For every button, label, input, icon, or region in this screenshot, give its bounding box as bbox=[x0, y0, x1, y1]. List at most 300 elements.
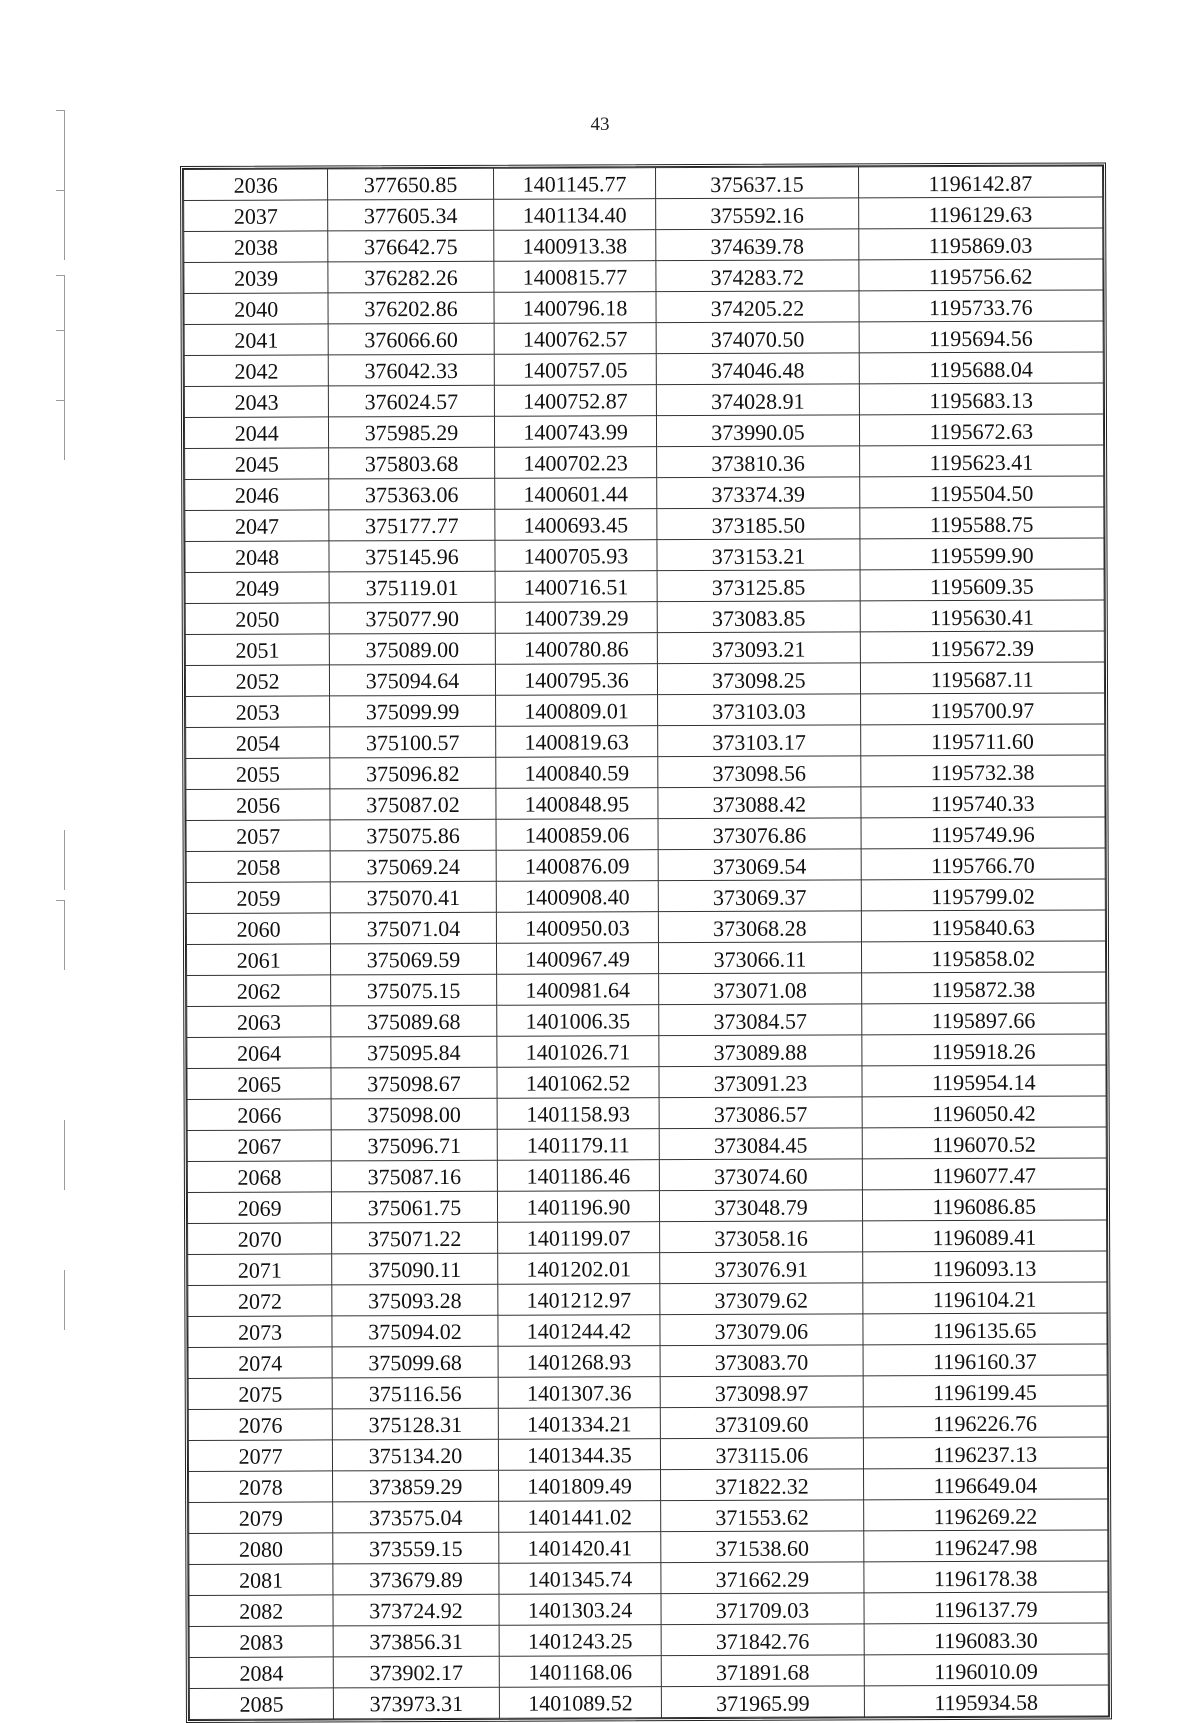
coordinate-cell: 377605.34 bbox=[328, 199, 494, 231]
coordinate-cell: 371891.68 bbox=[662, 1655, 864, 1687]
coordinate-cell: 374070.50 bbox=[656, 322, 858, 354]
coordinate-cell: 1400702.23 bbox=[494, 447, 657, 479]
coordinate-cell: 1400809.01 bbox=[495, 695, 658, 727]
coordinate-cell: 375116.56 bbox=[332, 1377, 498, 1409]
coordinate-cell: 1195688.04 bbox=[859, 352, 1104, 384]
coordinate-cell: 1195740.33 bbox=[860, 786, 1105, 818]
coordinate-cell: 373679.89 bbox=[333, 1563, 499, 1595]
coordinate-cell: 1195840.63 bbox=[861, 910, 1106, 942]
coordinate-cell: 373091.23 bbox=[659, 1066, 861, 1098]
point-number-cell: 2057 bbox=[186, 820, 330, 852]
coordinate-cell: 375145.96 bbox=[329, 540, 495, 572]
coordinate-cell: 1195766.70 bbox=[861, 848, 1106, 880]
coordinate-cell: 1400840.59 bbox=[495, 757, 658, 789]
table-row bbox=[187, 1127, 1106, 1162]
table-row bbox=[184, 166, 1103, 201]
point-number-cell: 2085 bbox=[189, 1688, 333, 1720]
table-row bbox=[189, 1468, 1108, 1503]
table-row bbox=[185, 662, 1104, 697]
coordinate-cell: 1401158.93 bbox=[497, 1098, 660, 1130]
point-number-cell: 2055 bbox=[186, 758, 330, 790]
coordinate-cell: 373559.15 bbox=[333, 1532, 499, 1564]
coordinate-cell: 1400693.45 bbox=[495, 509, 658, 541]
coordinate-cell: 1400950.03 bbox=[496, 912, 659, 944]
table-row bbox=[187, 972, 1106, 1007]
coordinate-cell: 373185.50 bbox=[657, 508, 859, 540]
table-row bbox=[185, 569, 1104, 604]
point-number-cell: 2074 bbox=[188, 1347, 332, 1379]
coordinate-cell: 1400743.99 bbox=[494, 416, 657, 448]
point-number-cell: 2072 bbox=[188, 1285, 332, 1317]
coordinate-cell: 373083.70 bbox=[660, 1345, 862, 1377]
point-number-cell: 2037 bbox=[184, 200, 328, 232]
coordinate-cell: 373066.11 bbox=[659, 942, 861, 974]
coordinate-cell: 375069.24 bbox=[330, 850, 496, 882]
point-number-cell: 2052 bbox=[185, 665, 329, 697]
table-row bbox=[184, 352, 1103, 387]
coordinate-cell: 1401243.25 bbox=[499, 1625, 662, 1657]
point-number-cell: 2083 bbox=[189, 1626, 333, 1658]
coordinate-cell: 1400739.29 bbox=[495, 602, 658, 634]
coordinate-cell: 1195630.41 bbox=[860, 600, 1105, 632]
point-number-cell: 2080 bbox=[189, 1533, 333, 1565]
coordinate-cell: 1401212.97 bbox=[497, 1284, 660, 1316]
page-number: 43 bbox=[590, 114, 610, 135]
table-row bbox=[185, 476, 1104, 511]
coordinate-cell: 375096.82 bbox=[330, 757, 496, 789]
point-number-cell: 2064 bbox=[187, 1037, 331, 1069]
point-number-cell: 2047 bbox=[185, 510, 329, 542]
coordinate-cell: 1401134.40 bbox=[493, 199, 656, 231]
point-number-cell: 2075 bbox=[188, 1378, 332, 1410]
coordinate-cell: 1196086.85 bbox=[862, 1189, 1107, 1221]
point-number-cell: 2049 bbox=[185, 572, 329, 604]
coordinate-cell: 373069.54 bbox=[658, 849, 860, 881]
coordinate-cell: 376066.60 bbox=[328, 323, 494, 355]
coordinate-cell: 376642.75 bbox=[328, 230, 494, 262]
point-number-cell: 2082 bbox=[189, 1595, 333, 1627]
coordinate-cell: 1196050.42 bbox=[862, 1096, 1107, 1128]
coordinate-cell: 375070.41 bbox=[331, 881, 497, 913]
coordinate-cell: 1195954.14 bbox=[861, 1065, 1106, 1097]
coordinate-cell: 371538.60 bbox=[661, 1531, 863, 1563]
coordinate-cell: 1400815.77 bbox=[494, 261, 657, 293]
coordinate-cell: 1196247.98 bbox=[863, 1530, 1108, 1562]
coordinate-cell: 1400876.09 bbox=[496, 850, 659, 882]
coordinate-cell: 1195858.02 bbox=[861, 941, 1106, 973]
coordinate-cell: 375119.01 bbox=[329, 571, 495, 603]
table-row bbox=[189, 1623, 1108, 1658]
coordinate-cell: 373125.85 bbox=[657, 570, 859, 602]
point-number-cell: 2041 bbox=[184, 324, 328, 356]
point-number-cell: 2046 bbox=[185, 479, 329, 511]
coordinate-cell: 373575.04 bbox=[333, 1501, 499, 1533]
point-number-cell: 2059 bbox=[186, 882, 330, 914]
coordinate-cell: 1195672.63 bbox=[859, 414, 1104, 446]
coordinate-cell: 1400848.95 bbox=[496, 788, 659, 820]
coordinate-cell: 1195700.97 bbox=[860, 693, 1105, 725]
coordinate-cell: 1400795.36 bbox=[495, 664, 658, 696]
coordinate-cell: 375075.15 bbox=[331, 974, 497, 1006]
coordinate-cell: 376024.57 bbox=[329, 385, 495, 417]
table-row bbox=[188, 1251, 1107, 1286]
coordinate-cell: 1195599.90 bbox=[859, 538, 1104, 570]
coordinate-cell: 375099.99 bbox=[330, 695, 496, 727]
coordinate-cell: 1196129.63 bbox=[858, 197, 1103, 229]
coordinate-cell: 373103.03 bbox=[658, 694, 860, 726]
point-number-cell: 2067 bbox=[187, 1130, 331, 1162]
coordinate-cell: 1196135.65 bbox=[862, 1313, 1107, 1345]
table-row bbox=[189, 1499, 1108, 1534]
coordinate-cell: 1195623.41 bbox=[859, 445, 1104, 477]
table-row bbox=[189, 1654, 1108, 1689]
table-row bbox=[186, 848, 1105, 883]
coordinate-cell: 1196237.13 bbox=[863, 1437, 1108, 1469]
coordinate-cell: 373058.16 bbox=[660, 1221, 862, 1253]
coordinate-cell: 375071.04 bbox=[331, 912, 497, 944]
table-row bbox=[185, 600, 1104, 635]
coordinate-cell: 373071.08 bbox=[659, 973, 861, 1005]
coordinate-cell: 375985.29 bbox=[329, 416, 495, 448]
coordinate-cell: 1195504.50 bbox=[859, 476, 1104, 508]
coordinate-cell: 1400981.64 bbox=[496, 974, 659, 1006]
coordinate-cell: 374639.78 bbox=[656, 229, 858, 261]
coordinate-cell: 373079.62 bbox=[660, 1283, 862, 1315]
table-row bbox=[186, 755, 1105, 790]
coordinate-cell: 373973.31 bbox=[334, 1687, 500, 1719]
coordinate-cell: 375087.02 bbox=[330, 788, 496, 820]
coordinate-cell: 1196649.04 bbox=[863, 1468, 1108, 1500]
coordinate-cell: 1195918.26 bbox=[861, 1034, 1106, 1066]
coordinate-cell: 371822.32 bbox=[661, 1469, 863, 1501]
coordinate-table bbox=[180, 162, 1112, 1723]
coordinate-cell: 1195687.11 bbox=[860, 662, 1105, 694]
coordinate-cell: 373069.37 bbox=[659, 880, 861, 912]
coordinate-cell: 375090.11 bbox=[332, 1253, 498, 1285]
point-number-cell: 2061 bbox=[186, 944, 330, 976]
coordinate-cell: 1195683.13 bbox=[859, 383, 1104, 415]
table-row bbox=[189, 1592, 1108, 1627]
coordinate-cell: 1195711.60 bbox=[860, 724, 1105, 756]
coordinate-cell: 1196142.87 bbox=[858, 166, 1103, 198]
coordinate-cell: 373098.97 bbox=[660, 1376, 862, 1408]
coordinate-cell: 375363.06 bbox=[329, 478, 495, 510]
table-row bbox=[188, 1406, 1107, 1441]
coordinate-cell: 375096.71 bbox=[331, 1129, 497, 1161]
coordinate-cell: 375592.16 bbox=[656, 198, 858, 230]
coordinate-cell: 375089.00 bbox=[330, 633, 496, 665]
coordinate-cell: 1195749.96 bbox=[861, 817, 1106, 849]
table-row bbox=[186, 941, 1105, 976]
coordinate-cell: 1401006.35 bbox=[496, 1005, 659, 1037]
coordinate-cell: 373859.29 bbox=[333, 1470, 499, 1502]
point-number-cell: 2077 bbox=[188, 1440, 332, 1472]
coordinate-cell: 1196070.52 bbox=[862, 1127, 1107, 1159]
point-number-cell: 2066 bbox=[187, 1099, 331, 1131]
coordinate-cell: 371965.99 bbox=[662, 1686, 864, 1718]
coordinate-cell: 1401345.74 bbox=[499, 1563, 662, 1595]
coordinate-cell: 373076.86 bbox=[658, 818, 860, 850]
point-number-cell: 2060 bbox=[186, 913, 330, 945]
point-number-cell: 2054 bbox=[186, 727, 330, 759]
coordinate-cell: 375637.15 bbox=[656, 167, 858, 199]
coordinate-cell: 375075.86 bbox=[330, 819, 496, 851]
coordinate-cell: 373086.57 bbox=[659, 1097, 861, 1129]
coordinate-cell: 375077.90 bbox=[329, 602, 495, 634]
coordinate-cell: 1196137.79 bbox=[863, 1592, 1108, 1624]
coordinate-cell: 375094.64 bbox=[330, 664, 496, 696]
coordinate-cell: 377650.85 bbox=[328, 168, 494, 200]
coordinate-cell: 1400908.40 bbox=[496, 881, 659, 913]
coordinate-cell: 375061.75 bbox=[332, 1191, 498, 1223]
coordinate-cell: 373153.21 bbox=[657, 539, 859, 571]
coordinate-cell: 1195609.35 bbox=[860, 569, 1105, 601]
coordinate-cell: 1401307.36 bbox=[498, 1377, 661, 1409]
coordinate-cell: 373093.21 bbox=[658, 632, 860, 664]
coordinate-cell: 1401202.01 bbox=[497, 1253, 660, 1285]
coordinate-cell: 1401026.71 bbox=[497, 1036, 660, 1068]
coordinate-cell: 373074.60 bbox=[660, 1159, 862, 1191]
coordinate-cell: 1195694.56 bbox=[859, 321, 1104, 353]
point-number-cell: 2069 bbox=[187, 1192, 331, 1224]
binding-margin-marks bbox=[34, 40, 74, 1640]
coordinate-cell: 1400780.86 bbox=[495, 633, 658, 665]
coordinate-cell: 373076.91 bbox=[660, 1252, 862, 1284]
point-number-cell: 2053 bbox=[186, 696, 330, 728]
coordinate-cell: 1401196.90 bbox=[497, 1191, 660, 1223]
point-number-cell: 2051 bbox=[185, 634, 329, 666]
coordinate-cell: 375071.22 bbox=[332, 1222, 498, 1254]
coordinate-cell: 375069.59 bbox=[331, 943, 497, 975]
coordinate-cell: 376042.33 bbox=[329, 354, 495, 386]
coordinate-cell: 1401089.52 bbox=[499, 1687, 662, 1719]
coordinate-cell: 373374.39 bbox=[657, 477, 859, 509]
point-number-cell: 2073 bbox=[188, 1316, 332, 1348]
point-number-cell: 2084 bbox=[189, 1657, 333, 1689]
coordinate-cell: 373083.85 bbox=[658, 601, 860, 633]
table-row bbox=[188, 1344, 1107, 1379]
coordinate-cell: 1400752.87 bbox=[494, 385, 657, 417]
coordinate-cell: 1400601.44 bbox=[494, 478, 657, 510]
table-row bbox=[185, 538, 1104, 573]
coordinate-cell: 373810.36 bbox=[657, 446, 859, 478]
coordinate-cell: 373902.17 bbox=[334, 1656, 500, 1688]
coordinate-cell: 375098.00 bbox=[331, 1098, 497, 1130]
coordinate-cell: 373109.60 bbox=[661, 1407, 863, 1439]
coordinate-cell: 1401809.49 bbox=[498, 1470, 661, 1502]
point-number-cell: 2065 bbox=[187, 1068, 331, 1100]
table-row bbox=[184, 197, 1103, 232]
table-row bbox=[189, 1530, 1108, 1565]
coordinate-cell: 1401268.93 bbox=[498, 1346, 661, 1378]
coordinate-cell: 373068.28 bbox=[659, 911, 861, 943]
coordinate-cell: 374028.91 bbox=[657, 384, 859, 416]
coordinate-cell: 1195733.76 bbox=[859, 290, 1104, 322]
coordinate-cell: 1400859.06 bbox=[496, 819, 659, 851]
point-number-cell: 2058 bbox=[186, 851, 330, 883]
point-number-cell: 2050 bbox=[185, 603, 329, 635]
coordinate-cell: 373856.31 bbox=[333, 1625, 499, 1657]
coordinate-cell: 1196010.09 bbox=[864, 1654, 1109, 1686]
coordinate-cell: 1401186.46 bbox=[497, 1160, 660, 1192]
table-row bbox=[184, 414, 1103, 449]
coordinate-cell: 373084.45 bbox=[660, 1128, 862, 1160]
point-number-cell: 2048 bbox=[185, 541, 329, 573]
coordinate-cell: 373115.06 bbox=[661, 1438, 863, 1470]
coordinate-cell: 1196178.38 bbox=[863, 1561, 1108, 1593]
coordinate-cell: 375098.67 bbox=[331, 1067, 497, 1099]
table-row bbox=[184, 259, 1103, 294]
table-row bbox=[187, 1034, 1106, 1069]
coordinate-cell: 1195872.38 bbox=[861, 972, 1106, 1004]
point-number-cell: 2062 bbox=[187, 975, 331, 1007]
table-row bbox=[185, 631, 1104, 666]
coordinate-cell: 1196226.76 bbox=[863, 1406, 1108, 1438]
coordinate-cell: 373098.25 bbox=[658, 663, 860, 695]
coordinate-cell: 1195934.58 bbox=[864, 1685, 1109, 1717]
point-number-cell: 2071 bbox=[188, 1254, 332, 1286]
coordinate-cell: 1401199.07 bbox=[497, 1222, 660, 1254]
coordinate-cell: 1196104.21 bbox=[862, 1282, 1107, 1314]
coordinate-cell: 1401179.11 bbox=[497, 1129, 660, 1161]
table-row bbox=[186, 817, 1105, 852]
point-number-cell: 2045 bbox=[185, 448, 329, 480]
coordinate-cell: 1196077.47 bbox=[862, 1158, 1107, 1190]
coordinate-cell: 373089.88 bbox=[659, 1035, 861, 1067]
point-number-cell: 2044 bbox=[184, 417, 328, 449]
coordinate-cell: 371709.03 bbox=[661, 1593, 863, 1625]
coordinate-cell: 1401344.35 bbox=[498, 1439, 661, 1471]
table-row bbox=[189, 1685, 1108, 1720]
coordinate-cell: 375094.02 bbox=[332, 1315, 498, 1347]
point-number-cell: 2043 bbox=[184, 386, 328, 418]
point-number-cell: 2056 bbox=[186, 789, 330, 821]
point-number-cell: 2070 bbox=[188, 1223, 332, 1255]
table-row bbox=[185, 445, 1104, 480]
coordinate-cell: 1400716.51 bbox=[495, 571, 658, 603]
table-row bbox=[188, 1313, 1107, 1348]
coordinate-cell: 1195799.02 bbox=[861, 879, 1106, 911]
table-row bbox=[186, 910, 1105, 945]
point-number-cell: 2038 bbox=[184, 231, 328, 263]
coordinate-cell: 1401441.02 bbox=[498, 1501, 661, 1533]
coordinate-cell: 376202.86 bbox=[328, 292, 494, 324]
point-number-cell: 2081 bbox=[189, 1564, 333, 1596]
coordinate-cell: 373084.57 bbox=[659, 1004, 861, 1036]
table-row bbox=[188, 1375, 1107, 1410]
table-row bbox=[184, 228, 1103, 263]
table-row bbox=[188, 1437, 1107, 1472]
table-row bbox=[184, 290, 1103, 325]
coordinate-cell: 1400757.05 bbox=[494, 354, 657, 386]
coordinate-cell: 375100.57 bbox=[330, 726, 496, 758]
coordinate-cell: 375803.68 bbox=[329, 447, 495, 479]
coordinate-cell: 1400819.63 bbox=[495, 726, 658, 758]
table-row bbox=[186, 724, 1105, 759]
coordinate-cell: 1195869.03 bbox=[858, 228, 1103, 260]
coordinate-cell: 375099.68 bbox=[332, 1346, 498, 1378]
coordinate-cell: 373079.06 bbox=[660, 1314, 862, 1346]
coordinate-cell: 375089.68 bbox=[331, 1005, 497, 1037]
coordinate-cell: 1401168.06 bbox=[499, 1656, 662, 1688]
table-row bbox=[187, 1189, 1106, 1224]
coordinate-cell: 375093.28 bbox=[332, 1284, 498, 1316]
coordinate-cell: 1400913.38 bbox=[493, 230, 656, 262]
coordinate-cell: 375095.84 bbox=[331, 1036, 497, 1068]
table-row bbox=[187, 1158, 1106, 1193]
coordinate-cell: 374283.72 bbox=[656, 260, 858, 292]
coordinate-cell: 1196269.22 bbox=[863, 1499, 1108, 1531]
table-row bbox=[189, 1561, 1108, 1596]
point-number-cell: 2068 bbox=[187, 1161, 331, 1193]
point-number-cell: 2042 bbox=[184, 355, 328, 387]
point-number-cell: 2036 bbox=[184, 169, 328, 201]
table-row bbox=[188, 1282, 1107, 1317]
coordinate-cell: 1195756.62 bbox=[858, 259, 1103, 291]
coordinate-cell: 374205.22 bbox=[656, 291, 858, 323]
coordinate-cell: 1196093.13 bbox=[862, 1251, 1107, 1283]
coordinate-cell: 1400762.57 bbox=[494, 323, 657, 355]
table-row bbox=[185, 507, 1104, 542]
coordinate-cell: 375134.20 bbox=[333, 1439, 499, 1471]
coordinate-cell: 1196083.30 bbox=[864, 1623, 1109, 1655]
coordinate-cell: 1401420.41 bbox=[498, 1532, 661, 1564]
table-row bbox=[186, 693, 1105, 728]
coordinate-cell: 373088.42 bbox=[658, 787, 860, 819]
coordinate-cell: 371662.29 bbox=[661, 1562, 863, 1594]
table-row bbox=[184, 383, 1103, 418]
coordinate-cell: 1196089.41 bbox=[862, 1220, 1107, 1252]
coordinate-cell: 1401303.24 bbox=[499, 1594, 662, 1626]
table-row bbox=[187, 1003, 1106, 1038]
coordinate-cell: 374046.48 bbox=[657, 353, 859, 385]
coordinate-cell: 375087.16 bbox=[332, 1160, 498, 1192]
coordinate-cell: 375128.31 bbox=[333, 1408, 499, 1440]
coordinate-cell: 373098.56 bbox=[658, 756, 860, 788]
coordinate-cell: 1195897.66 bbox=[861, 1003, 1106, 1035]
point-number-cell: 2079 bbox=[189, 1502, 333, 1534]
coordinate-cell: 373048.79 bbox=[660, 1190, 862, 1222]
coordinate-cell: 1195672.39 bbox=[860, 631, 1105, 663]
coordinate-cell: 1401145.77 bbox=[493, 168, 656, 200]
coordinate-cell: 1401244.42 bbox=[498, 1315, 661, 1347]
table-body bbox=[184, 166, 1109, 1720]
coordinate-cell: 1195588.75 bbox=[859, 507, 1104, 539]
table-row bbox=[186, 879, 1105, 914]
coordinate-cell: 1401062.52 bbox=[497, 1067, 660, 1099]
coordinate-cell: 1401334.21 bbox=[498, 1408, 661, 1440]
coordinate-cell: 1400967.49 bbox=[496, 943, 659, 975]
table-row bbox=[188, 1220, 1107, 1255]
point-number-cell: 2076 bbox=[188, 1409, 332, 1441]
coordinate-cell: 373103.17 bbox=[658, 725, 860, 757]
point-number-cell: 2040 bbox=[184, 293, 328, 325]
coordinate-cell: 371842.76 bbox=[661, 1624, 863, 1656]
coordinate-cell: 376282.26 bbox=[328, 261, 494, 293]
coordinate-cell: 371553.62 bbox=[661, 1500, 863, 1532]
coordinate-cell: 1400796.18 bbox=[494, 292, 657, 324]
coordinate-cell: 1195732.38 bbox=[860, 755, 1105, 787]
coordinate-cell: 373724.92 bbox=[333, 1594, 499, 1626]
point-number-cell: 2039 bbox=[184, 262, 328, 294]
table-row bbox=[187, 1065, 1106, 1100]
coordinate-cell: 373990.05 bbox=[657, 415, 859, 447]
coordinate-cell: 1196160.37 bbox=[863, 1344, 1108, 1376]
coordinate-cell: 1196199.45 bbox=[863, 1375, 1108, 1407]
coordinate-cell: 375177.77 bbox=[329, 509, 495, 541]
point-number-cell: 2063 bbox=[187, 1006, 331, 1038]
table-row bbox=[186, 786, 1105, 821]
